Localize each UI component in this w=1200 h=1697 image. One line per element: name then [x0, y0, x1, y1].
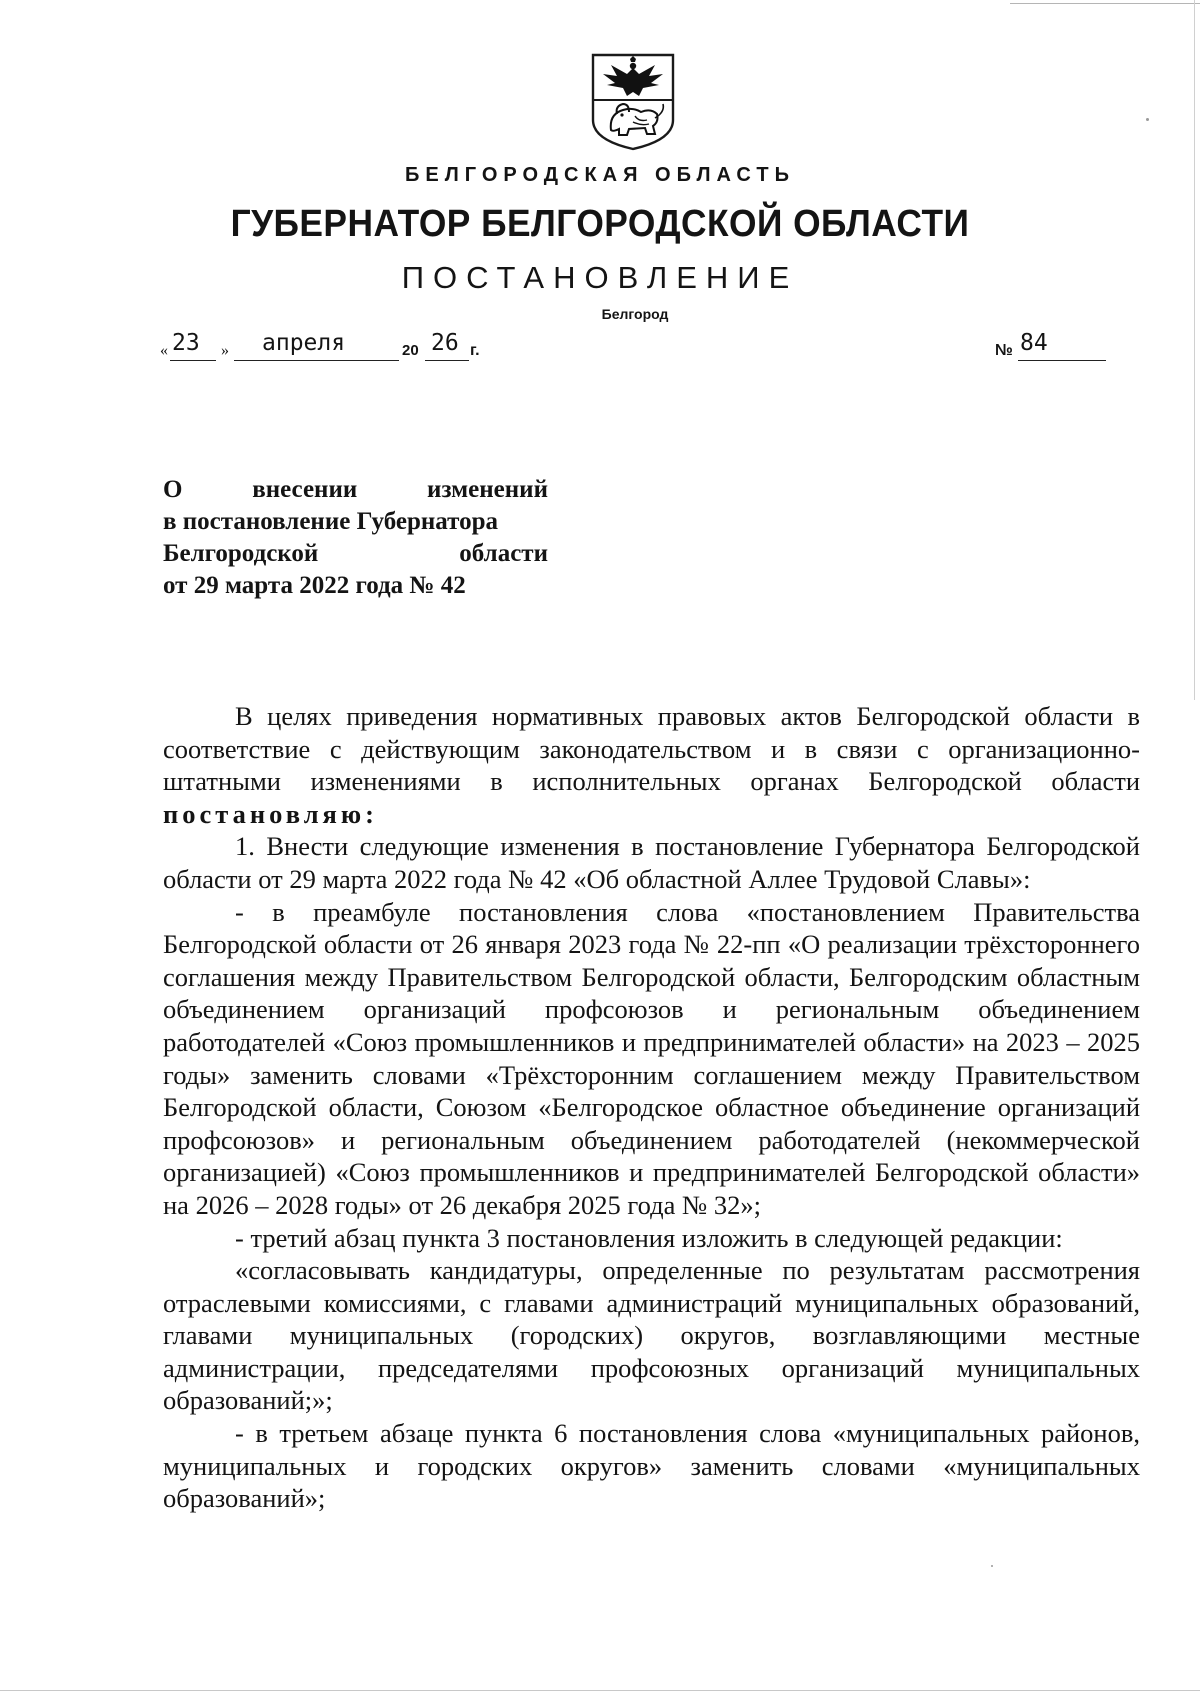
date-year-abbr: г.: [470, 342, 480, 359]
document-number: 84: [1020, 330, 1048, 356]
date-close-quote: »: [221, 342, 229, 359]
authority-heading: ГУБЕРНАТОР БЕЛГОРОДСКОЙ ОБЛАСТИ: [230, 203, 970, 245]
year-underline: [425, 360, 469, 361]
scan-speck: [991, 1565, 993, 1567]
document-type-heading: ПОСТАНОВЛЕНИЕ: [401, 260, 799, 295]
document-title: [163, 474, 548, 602]
change-3-paragraph: - в третьем абзаце пункта 6 постановления слова «муниципальных районов, муниципальных и городских округов» заменить словами «муниципальных образований»;: [163, 1418, 1140, 1514]
change-2-paragraph: - третий абзац пункта 3 постановления изложить в следующей редакции:: [235, 1222, 1063, 1253]
day-underline: [170, 360, 216, 361]
preamble-paragraph: [163, 700, 1140, 830]
date-open-quote: «: [160, 342, 168, 359]
change-2-quote-paragraph: «согласовывать кандидатуры, определенные по результатам рассмотрения отраслевыми комиссиями, с главами администраций муниципальных образований, главами муниципальных (городских) округов, возглавляющими местные администрации, председателями профсоюзных организаций муниципальных образований;»;: [163, 1255, 1140, 1416]
change-1-paragraph: - в преамбуле постановления слова «постановлением Правительства Белгородской области от 26 января 2023 года № 22-пп «О реализации трёхстороннего соглашения между Правительством Белгородской области, Белгородским областным объединением организаций профсоюзов и региональным объединением работодателей «Союз промышленников и предпринимателей области» на 2023 – 2025 годы» заменить словами «Трёхсторонним соглашением между Правительством Белгородской области, Союзом «Белгородское областное объединение организаций профсоюзов» и региональным объединением работодателей (некоммерческой организацией) «Союз промышленников и предпринимателей Белгородской области» на 2026 – 2028 годы» от 26 декабря 2025 года № 32»;: [163, 896, 1140, 1220]
city-label: Белгород: [601, 306, 669, 322]
title-line: от 29 марта 2022 года № 42: [163, 572, 466, 599]
title-line: в постановление Губернатора: [163, 508, 498, 535]
month-underline: [234, 360, 399, 361]
item-1-paragraph: 1. Внести следующие изменения в постановление Губернатора Белгородской области от 29 марта 2022 года № 42 «Об областной Аллее Трудовой Славы»:: [163, 831, 1140, 894]
belgorod-coat-of-arms-icon: [589, 52, 677, 152]
date-year-suffix: 26: [431, 330, 459, 356]
scan-edge-line: [1194, 0, 1195, 700]
date-month: апреля: [262, 330, 346, 356]
date-day: 23: [172, 330, 200, 356]
number-underline: [1018, 360, 1106, 361]
scan-edge-line: [1010, 3, 1200, 4]
document-body: [163, 700, 1140, 1515]
number-label: №: [995, 342, 1013, 359]
preamble-text: В целях приведения нормативных правовых актов Белгородской области в соответствие с действующим законодательством и в связи с организационно-штатными изменениями в исполнительных органах Белгородской области: [163, 701, 1140, 797]
scan-speck: [1146, 118, 1149, 121]
decree-word: постановляю:: [163, 798, 378, 829]
title-line: Белгородской области: [163, 540, 548, 567]
region-heading: БЕЛГОРОДСКАЯ ОБЛАСТЬ: [405, 164, 795, 186]
title-line: О внесении изменений: [163, 476, 548, 503]
scan-edge-line: [0, 1690, 1200, 1691]
date-year-prefix: 20: [402, 342, 419, 359]
